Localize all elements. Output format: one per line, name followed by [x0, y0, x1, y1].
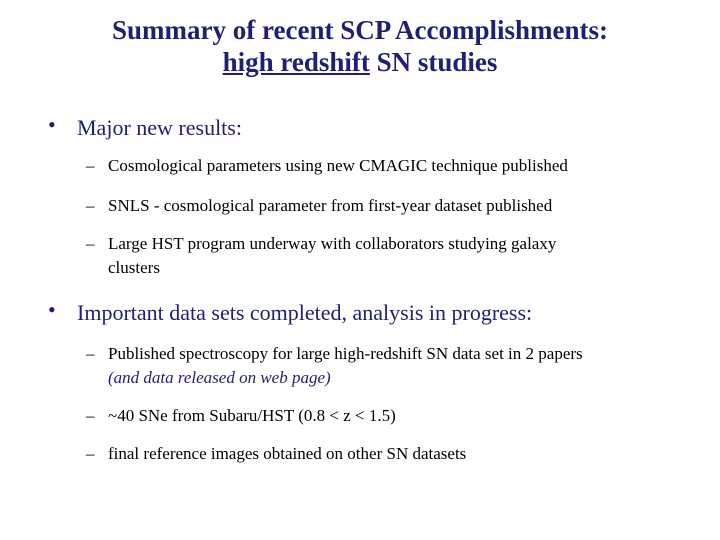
list-item-continuation: (and data released on web page)	[108, 368, 331, 387]
dash-icon: –	[86, 444, 95, 463]
title-line-2	[0, 46, 720, 78]
list-item	[86, 154, 686, 178]
dash-icon: –	[86, 234, 95, 253]
list-item	[86, 404, 686, 428]
bullet-icon: •	[48, 112, 56, 137]
list-item-text: ~40 SNe from Subaru/HST (0.8 < z < 1.5)	[108, 406, 396, 425]
title-rest-text: SN studies	[369, 47, 498, 77]
list-item-text: Large HST program underway with collaborators studying galaxy	[108, 234, 557, 253]
dash-icon: –	[86, 156, 95, 175]
list-item	[86, 442, 686, 466]
bullet-heading: Important data sets completed, analysis in progress:	[77, 300, 533, 325]
list-item	[86, 194, 686, 218]
list-item-continuation: clusters	[108, 258, 160, 277]
title-line-1: Summary of recent SCP Accomplishments:	[112, 15, 608, 45]
dash-icon: –	[86, 196, 95, 215]
list-item	[86, 232, 686, 280]
list-item	[86, 342, 686, 390]
list-item-text: Cosmological parameters using new CMAGIC technique published	[108, 156, 568, 175]
title-underlined-text: high redshift	[222, 47, 370, 77]
list-item-text: Published spectroscopy for large high-redshift SN data set in 2 papers	[108, 344, 583, 363]
bullet-heading: Major new results:	[77, 115, 242, 140]
list-item-text: SNLS - cosmological parameter from first-year dataset published	[108, 196, 553, 215]
list-item-text: final reference images obtained on other SN datasets	[108, 444, 467, 463]
dash-icon: –	[86, 406, 95, 425]
slide-title	[0, 14, 720, 78]
bullet-icon: •	[48, 297, 56, 322]
dash-icon: –	[86, 344, 95, 363]
